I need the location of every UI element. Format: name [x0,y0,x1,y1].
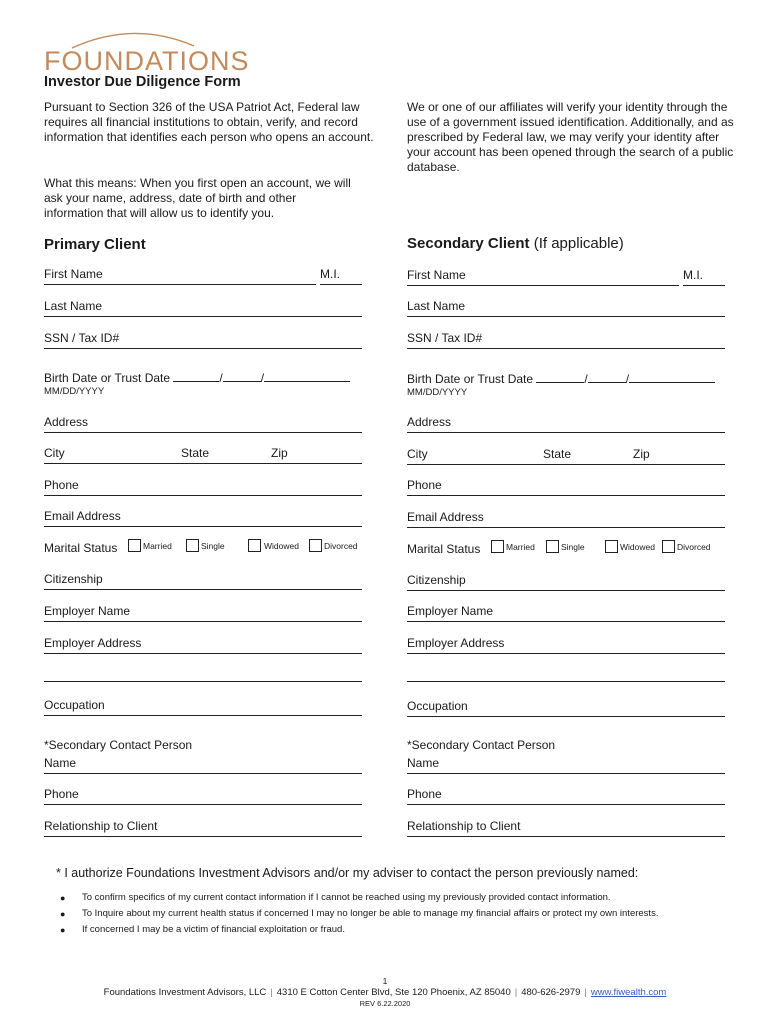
secondary-employer-address-line-2[interactable] [407,664,725,682]
authorization-bullet-3: If concerned I may be a victim of financial exploitation or fraud. [82,924,345,935]
secondary-first-name-label: First Name [407,268,466,282]
secondary-birth-day-input[interactable] [588,370,626,383]
primary-citizenship-label: Citizenship [44,572,103,586]
primary-employer-address-label: Employer Address [44,636,142,650]
primary-state-label: State [181,446,210,460]
primary-date-format-hint: MM/DD/YYYY [44,386,105,397]
secondary-marital-status-label: Marital Status [407,542,481,556]
secondary-email-label: Email Address [407,510,484,524]
primary-client-heading: Primary Client [44,236,146,253]
primary-occupation-label: Occupation [44,698,105,712]
primary-relationship-field[interactable] [44,819,362,837]
primary-secondary-contact-label: *Secondary Contact Person [44,738,193,752]
secondary-contact-name-field[interactable] [407,756,725,774]
secondary-city-label: City [407,447,428,461]
primary-married-label: Married [143,541,172,551]
primary-contact-name-label: Name [44,756,77,770]
secondary-relationship-field[interactable] [407,819,725,837]
secondary-date-format-hint: MM/DD/YYYY [407,387,468,398]
secondary-employer-address-field[interactable] [407,636,725,654]
footer-separator: | [270,987,273,998]
primary-first-name-label: First Name [44,267,103,281]
primary-married-checkbox[interactable] [128,539,141,552]
secondary-divorced-label: Divorced [677,542,711,552]
primary-birth-date-row: Birth Date or Trust Date / / [44,369,350,385]
form-title: Investor Due Diligence Form [44,74,241,90]
secondary-phone-label: Phone [407,478,442,492]
secondary-email-field[interactable] [407,510,725,528]
secondary-citizenship-field[interactable] [407,573,725,591]
secondary-married-label: Married [506,542,535,552]
footer-separator: | [584,987,587,998]
secondary-single-checkbox[interactable] [546,540,559,553]
secondary-divorced-checkbox[interactable] [662,540,675,553]
footer-revision: REV 6.22.2020 [359,999,411,1008]
primary-city-state-zip-field[interactable] [44,446,362,464]
primary-email-label: Email Address [44,509,121,523]
secondary-city-state-zip-field[interactable] [407,447,725,465]
secondary-contact-phone-label: Phone [407,787,442,801]
intro-right-paragraph: We or one of our affiliates will verify your identity through the use of a government issued identification. Additionally, and as prescribed by Federal law, we may verify your identity after your account has been opened through the search of a public database. [407,100,734,174]
secondary-client-heading-text: Secondary Client [407,235,530,252]
secondary-occupation-label: Occupation [407,699,468,713]
secondary-first-name-field[interactable] [407,268,679,286]
secondary-birth-month-input[interactable] [536,370,584,383]
footer-separator: | [514,987,518,998]
primary-contact-name-field[interactable] [44,756,362,774]
primary-contact-phone-field[interactable] [44,787,362,805]
secondary-address-field[interactable] [407,415,725,433]
primary-address-label: Address [44,415,89,429]
primary-ssn-label: SSN / Tax ID# [44,331,120,345]
secondary-relationship-label: Relationship to Client [407,819,521,833]
authorization-bullet-1: To confirm specifics of my current contact information if I cannot be reached using my previously provided contact information. [82,892,611,903]
secondary-employer-name-field[interactable] [407,604,725,622]
secondary-zip-label: Zip [633,447,650,461]
bullet-icon: ● [60,909,66,919]
company-logo: FOUNDATIONS [44,46,250,76]
bullet-icon: ● [60,925,66,935]
primary-mi-label: M.I. [320,267,340,281]
secondary-ssn-label: SSN / Tax ID# [407,331,483,345]
primary-employer-address-line-2[interactable] [44,664,362,682]
footer-contact-line [0,987,770,998]
footer-address: 4310 E Cotton Center Blvd, Ste 120 Phoenix, AZ 85040 [276,987,511,998]
primary-citizenship-field[interactable] [44,572,362,590]
secondary-birth-date-label: Birth Date or Trust Date [407,372,534,386]
primary-ssn-field[interactable] [44,331,362,349]
bullet-icon: ● [60,893,66,903]
primary-marital-status-label: Marital Status [44,541,118,555]
list-item [60,890,658,906]
list-item [60,906,658,922]
primary-single-checkbox[interactable] [186,539,199,552]
secondary-married-checkbox[interactable] [491,540,504,553]
primary-divorced-label: Divorced [324,541,358,551]
primary-employer-name-field[interactable] [44,604,362,622]
primary-birth-month-input[interactable] [173,369,219,382]
page-number: 1 [382,976,388,986]
secondary-single-label: Single [561,542,585,552]
footer-phone: 480-626-2979 [521,987,581,998]
primary-birth-date-label: Birth Date or Trust Date [44,371,171,385]
authorization-bullet-2: To Inquire about my current health status if concerned I may no longer be able to manage my financial affairs or protect my own interests. [82,908,659,919]
secondary-mi-label: M.I. [683,268,703,282]
primary-employer-name-label: Employer Name [44,604,131,618]
primary-birth-day-input[interactable] [223,369,261,382]
primary-widowed-label: Widowed [264,541,299,551]
primary-phone-field[interactable] [44,478,362,496]
secondary-contact-phone-field[interactable] [407,787,725,805]
primary-mi-field[interactable] [320,267,362,285]
primary-first-name-field[interactable] [44,267,316,285]
secondary-phone-field[interactable] [407,478,725,496]
primary-last-name-label: Last Name [44,299,103,313]
primary-relationship-label: Relationship to Client [44,819,158,833]
secondary-birth-year-input[interactable] [629,370,715,383]
primary-occupation-field[interactable] [44,698,362,716]
secondary-address-label: Address [407,415,452,429]
primary-email-field[interactable] [44,509,362,527]
intro-left-paragraph-2: What this means: When you first open an account, we will ask your name, address, date of birth and other information that will allow us to identify you. [44,176,351,220]
secondary-contact-name-label: Name [407,756,440,770]
primary-address-field[interactable] [44,415,362,433]
secondary-last-name-field[interactable] [407,299,725,317]
primary-city-label: City [44,446,65,460]
footer-company: Foundations Investment Advisors, LLC [103,987,267,998]
secondary-last-name-label: Last Name [407,299,466,313]
secondary-citizenship-label: Citizenship [407,573,466,587]
authorization-bullet-list [60,890,658,938]
primary-zip-label: Zip [271,446,288,460]
primary-divorced-checkbox[interactable] [309,539,322,552]
primary-contact-phone-label: Phone [44,787,79,801]
primary-employer-address-field[interactable] [44,636,362,654]
secondary-mi-field[interactable] [683,268,725,286]
secondary-ssn-field[interactable] [407,331,725,349]
intro-left-paragraph-1: Pursuant to Section 326 of the USA Patriot Act, Federal law requires all financial institutions to obtain, verify, and record information that identifies each person who opens an account. [44,100,374,144]
authorization-statement: * I authorize Foundations Investment Advisors and/or my adviser to contact the person previously named: [56,866,639,880]
primary-phone-label: Phone [44,478,79,492]
secondary-employer-name-label: Employer Name [407,604,494,618]
secondary-client-heading [407,235,624,252]
secondary-secondary-contact-label: *Secondary Contact Person [407,738,556,752]
secondary-widowed-label: Widowed [620,542,655,552]
primary-single-label: Single [201,541,225,551]
primary-birth-year-input[interactable] [264,369,350,382]
secondary-client-heading-note: (If applicable) [533,235,624,252]
secondary-birth-date-row: Birth Date or Trust Date / / [407,370,715,386]
secondary-occupation-field[interactable] [407,699,725,717]
secondary-employer-address-label: Employer Address [407,636,505,650]
primary-last-name-field[interactable] [44,299,362,317]
primary-widowed-checkbox[interactable] [248,539,261,552]
list-item [60,922,658,938]
secondary-widowed-checkbox[interactable] [605,540,618,553]
secondary-state-label: State [543,447,572,461]
footer-website-link[interactable]: www.fiwealth.com [590,987,667,998]
